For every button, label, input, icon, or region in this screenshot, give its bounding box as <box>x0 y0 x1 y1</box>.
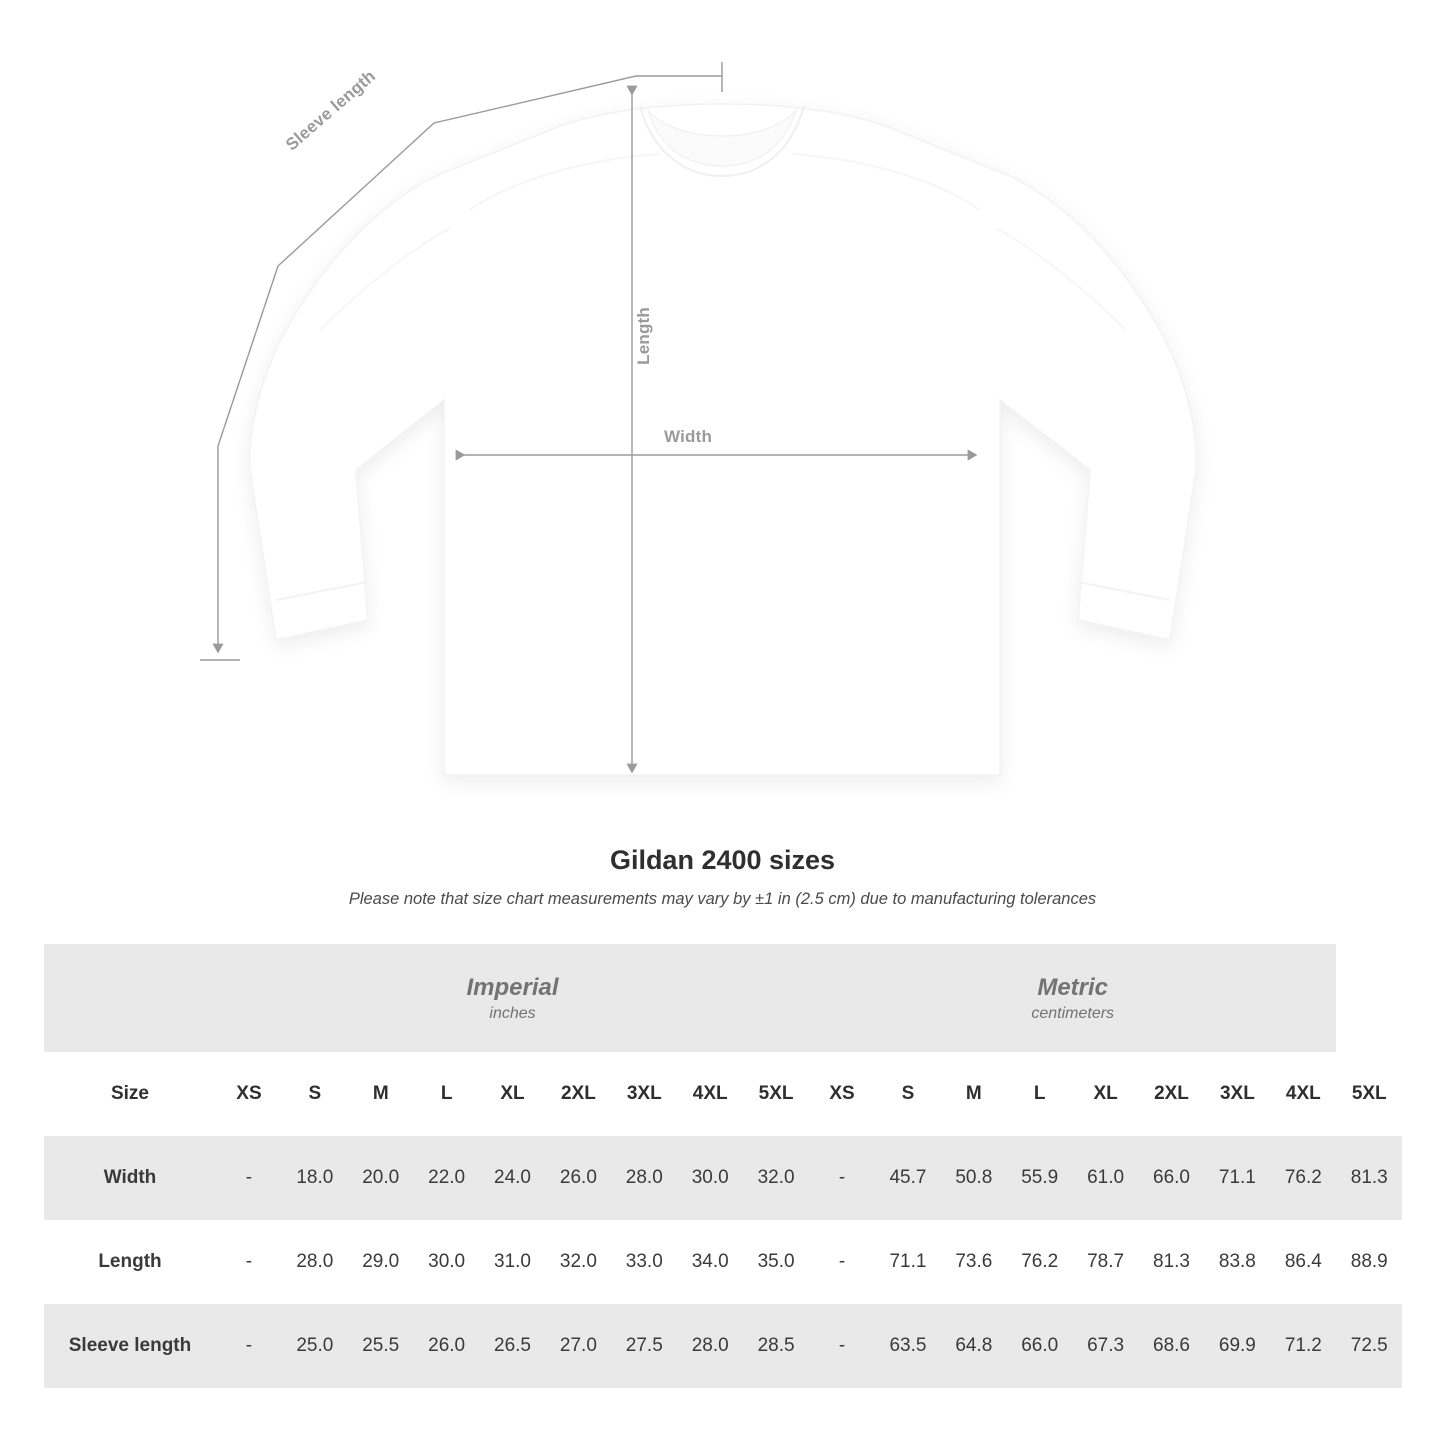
header-size: Size <box>44 1052 216 1136</box>
header-cell: L <box>414 1052 480 1136</box>
chart-header <box>0 845 1445 909</box>
header-cell: 3XL <box>1204 1052 1270 1136</box>
header-cell: 2XL <box>545 1052 611 1136</box>
unit-name-imperial: Imperial <box>466 974 559 1001</box>
header-cell: 3XL <box>611 1052 677 1136</box>
cell: 18.0 <box>282 1136 348 1220</box>
cell: 28.0 <box>282 1220 348 1304</box>
unit-sub-metric: centimeters <box>1031 1005 1115 1022</box>
cell: 22.0 <box>414 1136 480 1220</box>
cell: 26.0 <box>545 1136 611 1220</box>
cell: 28.0 <box>611 1136 677 1220</box>
cell: 24.0 <box>480 1136 546 1220</box>
unit-sub-imperial: inches <box>489 1005 536 1022</box>
cell: 30.0 <box>677 1136 743 1220</box>
cell: 66.0 <box>1007 1304 1073 1388</box>
unit-group-metric <box>809 944 1336 1052</box>
cell: 72.5 <box>1336 1304 1402 1388</box>
header-cell: XL <box>1073 1052 1139 1136</box>
cell: 29.0 <box>348 1220 414 1304</box>
cell: - <box>216 1136 282 1220</box>
header-cell: 4XL <box>677 1052 743 1136</box>
cell: 73.6 <box>941 1220 1007 1304</box>
header-cell: S <box>875 1052 941 1136</box>
header-cell: M <box>941 1052 1007 1136</box>
header-cell: 4XL <box>1270 1052 1336 1136</box>
cell: 63.5 <box>875 1304 941 1388</box>
row-label-length: Length <box>44 1220 216 1304</box>
cell: 28.0 <box>677 1304 743 1388</box>
table-row <box>44 1304 1402 1388</box>
page-title: Gildan 2400 sizes <box>609 845 836 875</box>
cell: 27.0 <box>545 1304 611 1388</box>
header-cell: 5XL <box>743 1052 809 1136</box>
cell: 28.5 <box>743 1304 809 1388</box>
cell: - <box>216 1220 282 1304</box>
cell: 64.8 <box>941 1304 1007 1388</box>
cell: 25.0 <box>282 1304 348 1388</box>
header-cell: XS <box>809 1052 875 1136</box>
header-cell: M <box>348 1052 414 1136</box>
unit-group-imperial <box>216 944 809 1052</box>
cell: 25.5 <box>348 1304 414 1388</box>
cell: - <box>809 1136 875 1220</box>
sleeve-length-label: Sleeve length <box>282 66 380 155</box>
size-header-row <box>44 1052 1402 1136</box>
cell: 83.8 <box>1204 1220 1270 1304</box>
cell: 50.8 <box>941 1136 1007 1220</box>
cell: 66.0 <box>1139 1136 1205 1220</box>
cell: 76.2 <box>1007 1220 1073 1304</box>
cell: 81.3 <box>1336 1136 1402 1220</box>
row-label-sleeve-length: Sleeve length <box>44 1304 216 1388</box>
header-cell: XS <box>216 1052 282 1136</box>
cell: - <box>216 1304 282 1388</box>
shirt-shape <box>250 104 1197 775</box>
unit-header-row <box>44 944 1402 1052</box>
cell: 30.0 <box>414 1220 480 1304</box>
cell: 69.9 <box>1204 1304 1270 1388</box>
cell: 78.7 <box>1073 1220 1139 1304</box>
unit-name-metric: Metric <box>1037 974 1109 1001</box>
cell: 68.6 <box>1139 1304 1205 1388</box>
cell: 71.1 <box>875 1220 941 1304</box>
cell: - <box>809 1220 875 1304</box>
width-label: Width <box>664 427 713 446</box>
cell: 55.9 <box>1007 1136 1073 1220</box>
tolerance-note: Please note that size chart measurements may vary by ±1 in (2.5 cm) due to manufacturing tolerances <box>348 890 1097 908</box>
header-cell: 2XL <box>1139 1052 1205 1136</box>
cell: 26.0 <box>414 1304 480 1388</box>
cell: 31.0 <box>480 1220 546 1304</box>
cell: 20.0 <box>348 1136 414 1220</box>
header-cell: 5XL <box>1336 1052 1402 1136</box>
cell: 71.1 <box>1204 1136 1270 1220</box>
header-cell: XL <box>480 1052 546 1136</box>
cell: 35.0 <box>743 1220 809 1304</box>
table-row <box>44 1220 1402 1304</box>
cell: 33.0 <box>611 1220 677 1304</box>
cell: 32.0 <box>743 1136 809 1220</box>
unit-spacer <box>44 944 216 1052</box>
cell: 76.2 <box>1270 1136 1336 1220</box>
size-table <box>44 944 1402 1388</box>
length-label: Length <box>634 307 653 365</box>
cell: - <box>809 1304 875 1388</box>
cell: 71.2 <box>1270 1304 1336 1388</box>
cell: 27.5 <box>611 1304 677 1388</box>
header-cell: S <box>282 1052 348 1136</box>
header-cell: L <box>1007 1052 1073 1136</box>
cell: 67.3 <box>1073 1304 1139 1388</box>
cell: 34.0 <box>677 1220 743 1304</box>
cell: 32.0 <box>545 1220 611 1304</box>
cell: 86.4 <box>1270 1220 1336 1304</box>
row-label-width: Width <box>44 1136 216 1220</box>
cell: 45.7 <box>875 1136 941 1220</box>
cell: 26.5 <box>480 1304 546 1388</box>
cell: 88.9 <box>1336 1220 1402 1304</box>
size-table-wrap <box>44 944 1402 1388</box>
cell: 81.3 <box>1139 1220 1205 1304</box>
cell: 61.0 <box>1073 1136 1139 1220</box>
table-row <box>44 1136 1402 1220</box>
